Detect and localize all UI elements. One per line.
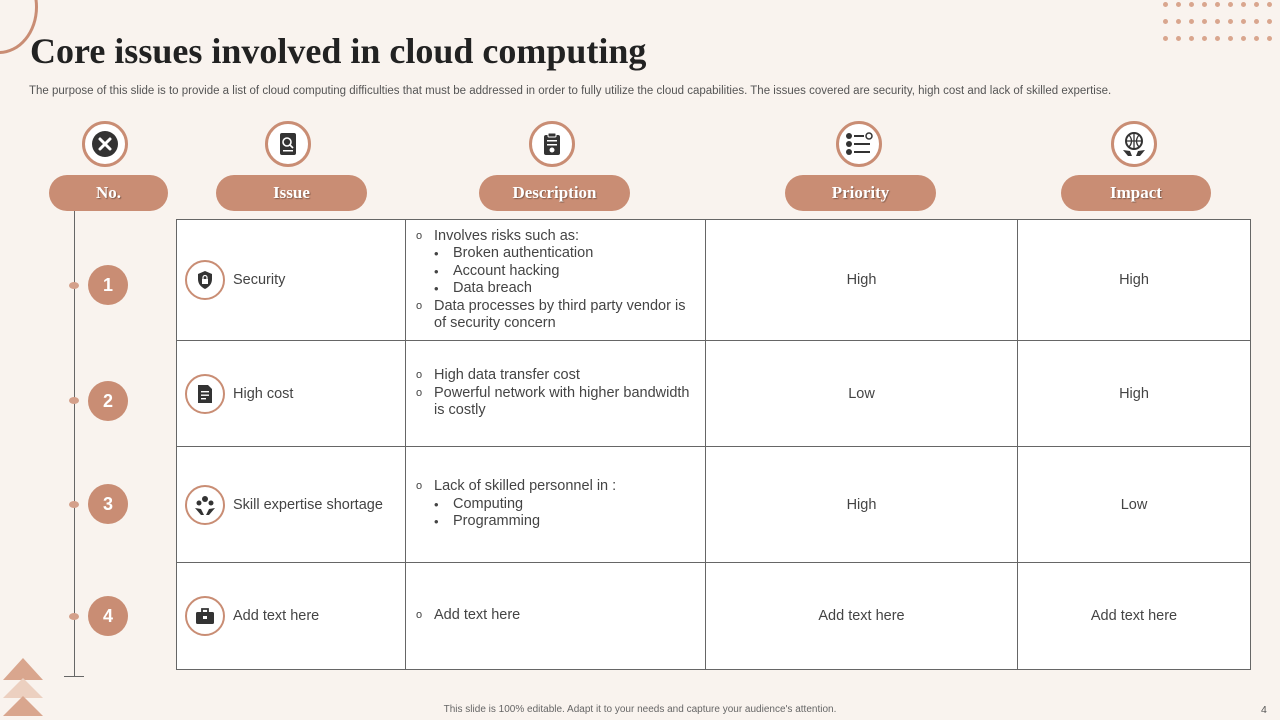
header-description: Description <box>479 175 630 211</box>
row-number-badge: 4 <box>88 596 128 636</box>
decorative-dot <box>1189 36 1194 41</box>
description-subitem: • Broken authentication <box>434 245 594 261</box>
page-title: Core issues involved in cloud computing <box>30 31 647 71</box>
table-row-3-impact: Low <box>1120 496 1148 513</box>
table-row-4-description <box>406 563 705 669</box>
table-row-1-description <box>406 220 705 340</box>
description-item: o Powerful network with higher bandwidth is costly <box>416 384 690 419</box>
description-item: o Involves risks such as: <box>416 227 580 244</box>
timeline-marker <box>69 282 79 289</box>
timeline-marker <box>69 397 79 404</box>
table-row-2-priority: Low <box>848 385 875 402</box>
decorative-dot <box>1176 2 1181 7</box>
table-row-2-issue <box>177 341 405 446</box>
issue-label: Skill expertise shortage <box>233 496 383 513</box>
decorative-dot <box>1215 19 1220 24</box>
decorative-dot <box>1241 36 1246 41</box>
issue-label: High cost <box>233 385 294 402</box>
decorative-dot <box>1267 19 1272 24</box>
close-circle-icon <box>82 121 128 167</box>
description-subitem: • Account hacking <box>434 262 560 279</box>
table-row-3-issue <box>177 447 405 562</box>
decorative-dot <box>1267 2 1272 7</box>
decorative-dot <box>1241 2 1246 7</box>
decorative-dot <box>1254 36 1259 41</box>
header-no: No. <box>49 175 168 211</box>
decorative-dot <box>1228 19 1233 24</box>
table-row-4-impact: Add text here <box>1090 608 1178 624</box>
decorative-dot <box>1228 36 1233 41</box>
table-row-2-description <box>406 341 705 446</box>
page-number: 4 <box>1261 704 1267 716</box>
decorative-dot <box>1254 19 1259 24</box>
table-row-1-impact: High <box>1119 272 1149 288</box>
clipboard-report-icon <box>529 121 575 167</box>
checklist-icon <box>836 121 882 167</box>
table-row-4-issue <box>177 563 405 669</box>
decorative-dot <box>1176 36 1181 41</box>
issue-label: Security <box>233 272 286 288</box>
globe-hands-icon <box>1111 121 1157 167</box>
row-number-badge: 1 <box>88 265 128 305</box>
decorative-dot <box>1189 2 1194 7</box>
table-row-2-impact: High <box>1119 385 1149 402</box>
decorative-dot <box>1163 19 1168 24</box>
decorative-dot <box>1189 19 1194 24</box>
issues-table <box>176 219 1251 670</box>
decorative-dot <box>1163 2 1168 7</box>
header-priority: Priority <box>785 175 936 211</box>
header-issue: Issue <box>216 175 367 211</box>
search-document-icon <box>265 121 311 167</box>
decorative-dot <box>1202 2 1207 7</box>
description-subitem: • Computing <box>434 495 524 512</box>
table-row-1-priority: High <box>846 272 877 288</box>
description-item: o Lack of skilled personnel in : <box>416 478 617 495</box>
issue-label: Add text here <box>233 608 320 624</box>
table-row-3-description <box>406 447 705 562</box>
description-item: o Add text here <box>416 607 521 624</box>
description-subitem: • Data breach <box>434 280 532 296</box>
description-item: o High data transfer cost <box>416 367 580 384</box>
decorative-dot <box>1267 36 1272 41</box>
team-hands-icon <box>185 485 225 525</box>
footer-note: This slide is 100% editable. Adapt it to your needs and capture your audience's attention. <box>443 704 837 715</box>
header-impact: Impact <box>1061 175 1211 211</box>
decorative-dot <box>1228 2 1233 7</box>
row-number-badge: 2 <box>88 381 128 421</box>
decorative-dot <box>1215 2 1220 7</box>
decorative-dot <box>1163 36 1168 41</box>
timeline-foot <box>64 676 84 677</box>
row-number-badge: 3 <box>88 484 128 524</box>
timeline-line <box>74 211 75 677</box>
timeline-marker <box>69 501 79 508</box>
table-row-3-priority: High <box>846 496 877 513</box>
decorative-dot <box>1202 36 1207 41</box>
shield-lock-icon <box>185 260 225 300</box>
description-item: o Data processes by third party vendor is of security concern <box>416 297 686 331</box>
page-subtitle: The purpose of this slide is to provide a list of cloud computing difficulties that must be addressed in order to fully utilize the cloud capabilities. The issues covered are security, high cost and lack of skilled expertise. <box>29 85 1112 97</box>
dot-grid-decoration <box>1163 2 1280 53</box>
decorative-dot <box>1254 2 1259 7</box>
document-cost-icon <box>185 374 225 414</box>
decorative-dot <box>1241 19 1246 24</box>
decorative-dot <box>1202 19 1207 24</box>
timeline-marker <box>69 613 79 620</box>
decorative-dot <box>1176 19 1181 24</box>
description-subitem: • Programming <box>434 513 541 530</box>
briefcase-icon <box>185 596 225 636</box>
table-row-1-issue <box>177 220 405 340</box>
table-row-4-priority: Add text here <box>818 608 905 624</box>
decorative-dot <box>1215 36 1220 41</box>
